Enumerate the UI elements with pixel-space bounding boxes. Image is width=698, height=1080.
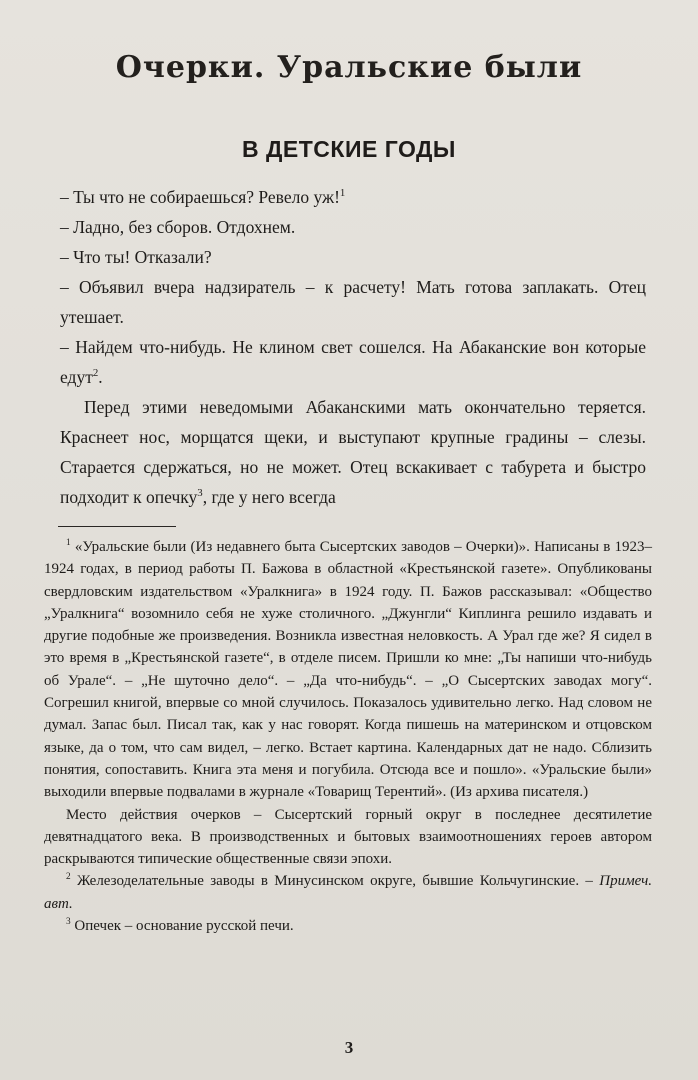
paragraph: – Объявил вчера надзиратель – к расчету! Мать готова заплакать. Отец утешает. xyxy=(60,277,646,327)
footnotes xyxy=(44,536,652,937)
footnote-ref: 3 xyxy=(197,487,203,500)
footnote-ref: 2 xyxy=(92,367,99,380)
chapter-title: В ДЕТСКИЕ ГОДЫ xyxy=(242,136,456,162)
footnote: $^1$ «Уральские были (Из недавнего быта Сысертских заводов – Очерки)». Написаны в 1923–1924 годах, в период работы П. Бажова в областной «Крестьянской газете». Опубликованы свердловским издательством «Уралкнига» в 1924 году. П. Бажов рассказывал: «Общество „Уралкнига“ возомнило себя не хуже столичного. „Джунгли“ Киплинга решило издавать и другие подобные же произведения. Возникла известная неловкость. А Урал где же? Я сидел в это время в „Крестьянской газете“, в отделе писем. Пришли ко мне: „Ты напиши что-нибудь об Урале“. – „Не шуточно дело“. – „Да что-нибудь“. – „О Сысертских заводах могу“. Согрешил книгой, впервые со мной случилось. Показалось удивительно легко. Над словом не думал. Запас был. Писал так, как у нас говорят. Когда пишешь на материнском и отцовском языке, да о том, что сам видел, – легко. Встает картина. Календарных дат не надо. Сблизить понятия, сопоставить. Книга эта меня и погубила. Отсюда все и пошло». «Уральские были» выходили впервые подвалами в журнале «Товарищ Терентий». (Из архива писателя.) xyxy=(44,538,652,801)
paragraph: – Найдем что-нибудь. Не клином свет сошелся. На Абаканские вон которые едут$^2$. xyxy=(60,337,646,387)
footnote-marker: 2 xyxy=(66,872,71,883)
book-title: Очерки. Уральские были xyxy=(115,50,583,85)
page-number: 3 xyxy=(344,1038,354,1057)
footnote: $^2$ Железоделательные заводы в Минусинском округе, бывшие Кольчугинские. – Примеч. авт. xyxy=(44,872,653,912)
footnote-ref: 1 xyxy=(339,187,346,200)
footnote: $^3$ Опечек – основание русской печи. xyxy=(66,917,294,935)
footnote-marker: 1 xyxy=(66,538,71,548)
paragraph: – Ты что не собираешься? Ревело уж!$^1$ xyxy=(60,187,346,207)
paragraph: – Что ты! Отказали? xyxy=(60,247,212,267)
main-text xyxy=(60,182,646,512)
paragraph: Перед этими неведомыми Абаканскими мать окончательно теряется. Краснеет нос, морщатся щеки, и выступают крупные градины – слезы. Старается сдержаться, но не может. Отец вскакивает с табурета и быстро подходит к опечку$^3$, где у него всегда xyxy=(60,397,646,507)
footnote: Место действия очерков – Сысертский горный округ в последнее десятилетие девятнадцатого века. В производственных и бытовых взаимоотношениях героев автором раскрываются типические общественные связи эпохи. xyxy=(44,806,652,868)
footnote-divider xyxy=(58,526,176,527)
paragraph: – Ладно, без сборов. Отдохнем. xyxy=(60,217,296,237)
footnote-marker: 3 xyxy=(66,917,71,928)
